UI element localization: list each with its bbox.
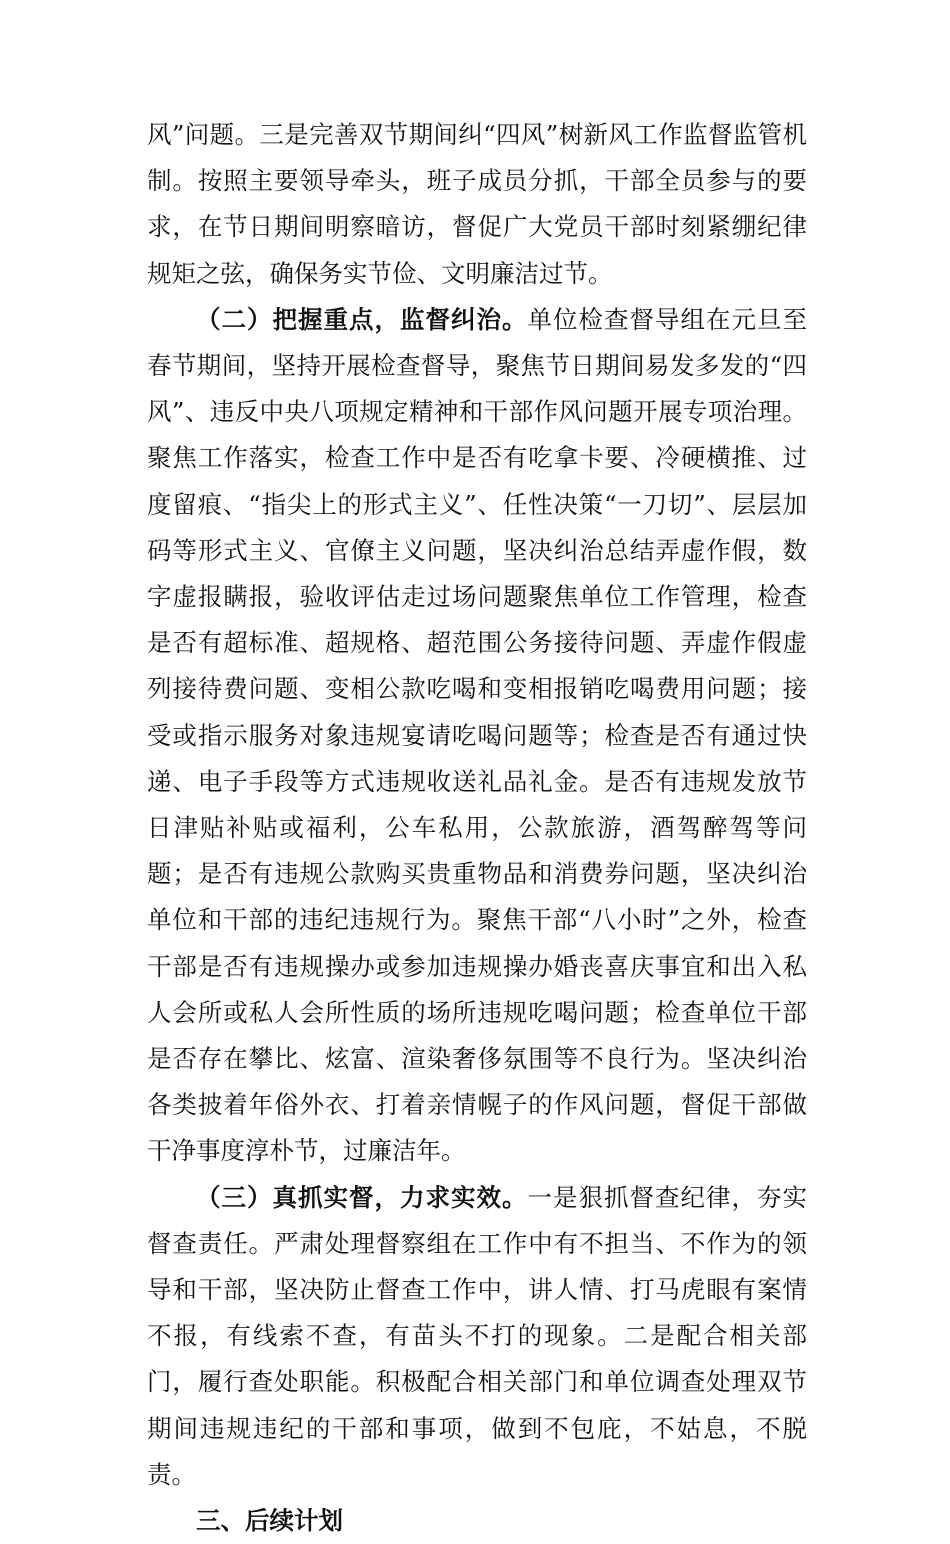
section-3-body: 一是狠抓督查纪律，夯实督查责任。严肃处理督察组在工作中有不担当、不作为的领导和干部，坚决防止督查工作中，讲人情、打马虎眼有案情不报，有线索不查，有苗头不打的现象。二是配合相关部门，履行查处职能。积极配合相关部门和单位调查处理双节期间违规违纪的干部和事项，做到不包庇，不姑息，不脱责。	[147, 1182, 807, 1489]
section-3-lead: （三）真抓实督，力求实效。	[196, 1182, 528, 1212]
section-heading: 三、后续计划	[196, 1506, 343, 1536]
section-2-paragraph	[147, 297, 807, 1175]
section-3-paragraph	[147, 1175, 807, 1498]
section-2-body: 单位检查督导组在元旦至春节期间，坚持开展检查督导，聚焦节日期间易发多发的“四风”、违反中央八项规定精神和干部作风问题开展专项治理。聚焦工作落实，检查工作中是否有吃拿卡要、冷硬横推、过度留痕、“指尖上的形式主义”、任性决策“一刀切”、层层加码等形式主义、官僚主义问题，坚决纠治总结弄虚作假，数字虚报瞒报，验收评估走过场问题聚焦单位工作管理，检查是否有超标准、超规格、超范围公务接待问题、弄虚作假虚列接待费问题、变相公款吃喝和变相报销吃喝费用问题；接受或指示服务对象违规宴请吃喝问题等；检查是否有通过快递、电子手段等方式违规收送礼品礼金。是否有违规发放节日津贴补贴或福利，公车私用，公款旅游，酒驾醉驾等问题；是否有违规公款购买贵重物品和消费券问题，坚决纠治单位和干部的违纪违规行为。聚焦干部“八小时”之外，检查干部是否有违规操办或参加违规操办婚丧喜庆事宜和出入私人会所或私人会所性质的场所违规吃喝问题；检查单位干部是否存在攀比、炫富、渲染奢侈氛围等不良行为。坚决纠治各类披着年俗外衣、打着亲情幌子的作风问题，督促干部做干净事度淳朴节，过廉洁年。	[147, 304, 807, 1166]
continuation-paragraph: 风”问题。三是完善双节期间纠“四风”树新风工作监督监管机制。按照主要领导牵头，班子成员分抓，干部全员参与的要求，在节日期间明察暗访，督促广大党员干部时刻紧绷纪律规矩之弦，确保务实节俭、文明廉洁过节。	[147, 120, 807, 288]
document-body	[147, 112, 807, 1544]
section-2-lead: （二）把握重点，监督纠治。	[196, 304, 528, 334]
